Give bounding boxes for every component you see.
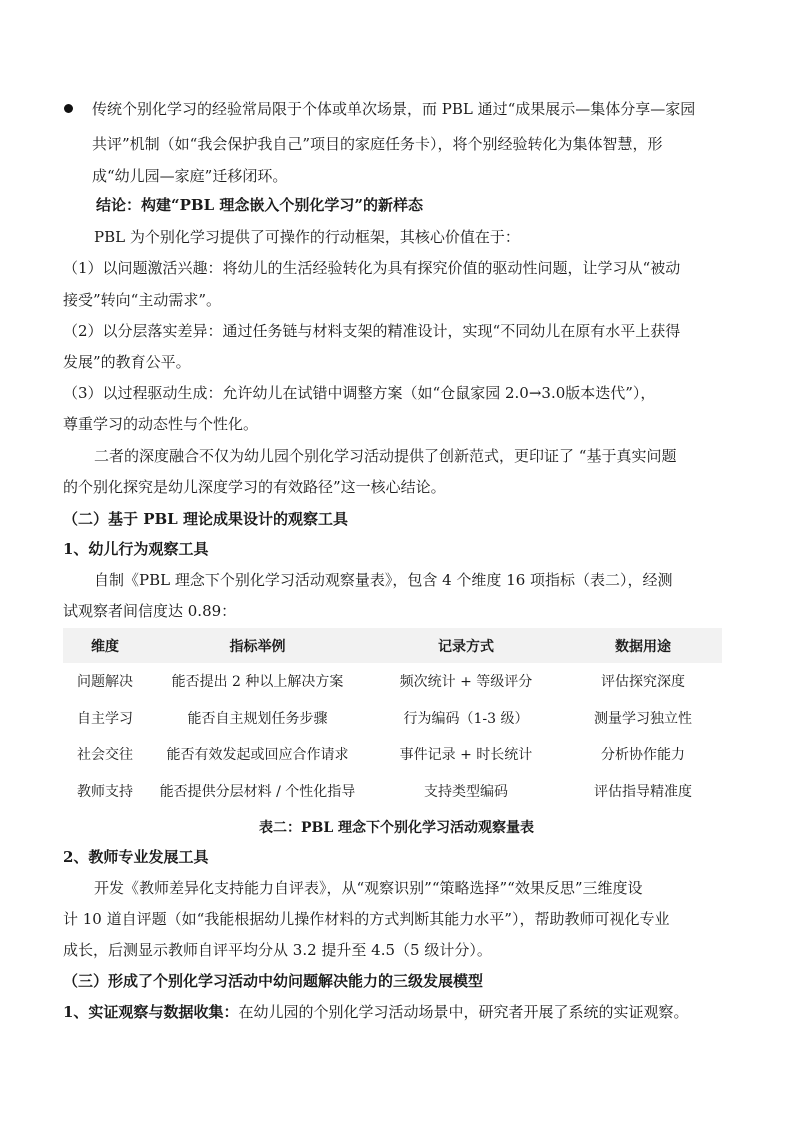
table-cell: 评估探究深度 — [601, 674, 685, 691]
subsection-2-1-line-2: 试观察者间信度达 0.89： — [63, 602, 237, 620]
section-3-sub-1 — [63, 1002, 688, 1022]
summary-line-2: 的个别化探究是幼儿深度学习的有效路径”这一核心结论。 — [63, 478, 446, 496]
conclusion-intro: PBL 为个别化学习提供了可操作的行动框架，其核心价值在于： — [94, 228, 520, 246]
table-cell: 问题解决 — [77, 674, 133, 691]
table-cell: 行为编码（1-3 级） — [403, 710, 529, 727]
point-1-line-1: （1）以问题激活兴趣：将幼儿的生活经验转化为具有探究价值的驱动性问题，让学习从“被动 — [63, 259, 681, 277]
table-header-row — [63, 628, 722, 663]
table-cell: 能否提供分层材料 / 个性化指导 — [159, 783, 356, 800]
table-header-cell: 维度 — [63, 628, 147, 663]
point-2-line-2: 发展”的教育公平。 — [63, 353, 191, 371]
table-row — [63, 663, 722, 700]
table-header-cell: 指标举例 — [147, 628, 368, 663]
subsection-2-2-line-1: 开发《教师差异化支持能力自评表》，从“观察识别”“策略选择”“效果反思”三维度设 — [94, 879, 643, 897]
table-cell: 频次统计 + 等级评分 — [399, 674, 533, 691]
point-3-line-1: （3）以过程驱动生成：允许幼儿在试错中调整方案（如“仓鼠家园 2.0→3.0版本迭代”）， — [63, 384, 656, 402]
table-cell: 事件记录 + 时长统计 — [399, 747, 533, 764]
table-cell: 社会交往 — [77, 747, 133, 764]
table-header-cell: 数据用途 — [564, 628, 722, 663]
table-cell: 分析协作能力 — [601, 747, 685, 764]
table-row — [63, 700, 722, 737]
point-1-line-2: 接受”转向“主动需求”。 — [63, 291, 222, 309]
section-2-heading: （二）基于 PBL 理论成果设计的观察工具 — [63, 510, 348, 528]
table-cell: 能否自主规划任务步骤 — [187, 710, 328, 727]
table-cell: 支持类型编码 — [424, 783, 508, 800]
bullet-paragraph-line-1: 传统个别化学习的经验常局限于个体或单次场景，而 PBL 通过“成果展示—集体分享—家园 — [92, 100, 696, 118]
table-cell: 能否提出 2 种以上解决方案 — [171, 674, 344, 691]
table-cell: 教师支持 — [77, 783, 133, 800]
bullet-icon — [64, 104, 73, 113]
table-caption: 表二：PBL 理念下个别化学习活动观察量表 — [258, 820, 535, 836]
table-cell: 测量学习独立性 — [594, 710, 692, 727]
bullet-paragraph-line-2: 共评”机制（如“我会保护我自己”项目的家庭任务卡），将个别经验转化为集体智慧，形 — [92, 135, 663, 153]
table-row — [63, 773, 722, 810]
table-row — [63, 736, 722, 773]
subsection-2-2-line-3: 成长，后测显示教师自评平均分从 3.2 提升至 4.5（5 级计分）。 — [63, 941, 492, 959]
subsection-2-2-heading: 2、教师专业发展工具 — [63, 848, 209, 866]
section-3-sub-1-text: 在幼儿园的个别化学习活动场景中，研究者开展了系统的实证观察。 — [238, 1003, 689, 1021]
summary-line-1: 二者的深度融合不仅为幼儿园个别化学习活动提供了创新范式，更印证了 “基于真实问题 — [94, 447, 677, 465]
section-3-heading: （三）形成了个别化学习活动中幼问题解决能力的三级发展模型 — [63, 972, 484, 990]
observation-scale-table — [63, 628, 722, 809]
conclusion-heading: 结论：构建“PBL 理念嵌入个别化学习”的新样态 — [96, 196, 423, 214]
point-3-line-2: 尊重学习的动态性与个性化。 — [63, 415, 259, 433]
table-cell: 能否有效发起或回应合作请求 — [166, 747, 349, 764]
table-cell: 评估指导精准度 — [594, 783, 692, 800]
subsection-2-1-line-1: 自制《PBL 理念下个别化学习活动观察量表》，包含 4 个维度 16 项指标（表二），经测 — [94, 571, 673, 589]
bullet-paragraph-line-3: 成“幼儿园—家庭”迁移闭环。 — [92, 167, 288, 185]
subsection-2-2-line-2: 计 10 道自评题（如“我能根据幼儿操作材料的方式判断其能力水平”），帮助教师可视化专业 — [63, 910, 670, 928]
section-3-sub-1-label: 1、实证观察与数据收集： — [63, 1003, 239, 1021]
point-2-line-1: （2）以分层落实差异：通过任务链与材料支架的精准设计，实现“不同幼儿在原有水平上获得 — [63, 322, 681, 340]
table-header-cell: 记录方式 — [368, 628, 564, 663]
table-cell: 自主学习 — [77, 710, 133, 727]
subsection-2-1-heading: 1、幼儿行为观察工具 — [63, 540, 209, 558]
